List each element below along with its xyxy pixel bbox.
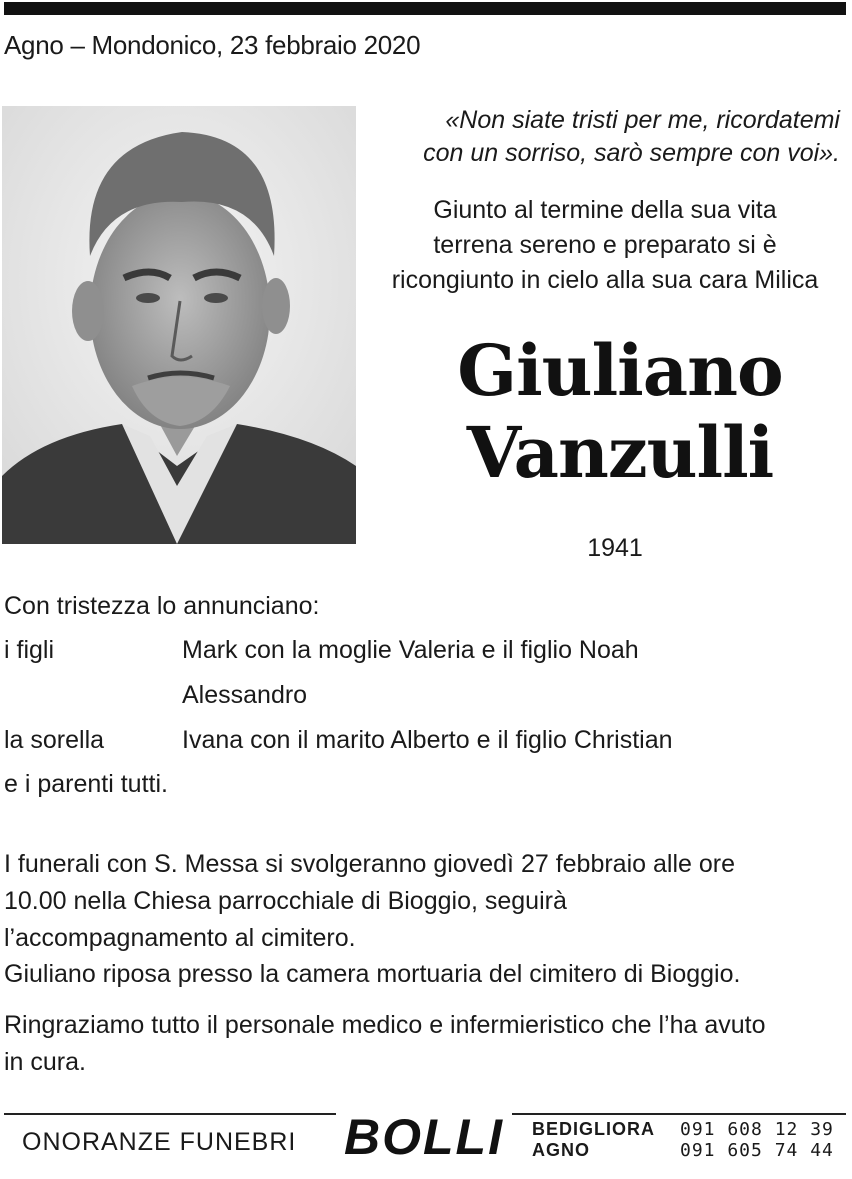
quote-line: con un sorriso, sarò sempre con voi».	[423, 139, 840, 167]
top-rule	[4, 2, 846, 15]
announcement-intro: Con tristezza lo annunciano:	[4, 592, 320, 620]
thanks-line: in cura.	[4, 1048, 86, 1076]
branch-phone: 091 608 12 39	[680, 1119, 834, 1140]
quote-line: «Non siate tristi per me, ricordatemi	[445, 106, 840, 134]
deceased-name	[400, 330, 840, 494]
relative-label: la sorella	[4, 726, 105, 754]
thanks-line: Ringraziamo tutto il personale medico e infermieristico che l’ha avuto	[4, 1011, 766, 1039]
relative-names: Alessandro	[182, 681, 308, 709]
portrait-photo	[2, 106, 356, 544]
relative-names: Mark con la moglie Valeria e il figlio Noah	[182, 636, 639, 664]
relative-names: Ivana con il marito Alberto e il figlio Christian	[182, 726, 673, 754]
location-date: Agno – Mondonico, 23 febbraio 2020	[4, 30, 421, 60]
relatives-closing: e i parenti tutti.	[4, 770, 168, 798]
intro-line: terrena sereno e preparato si è	[433, 231, 777, 259]
memorial-quote	[370, 104, 840, 170]
resting-place: Giuliano riposa presso la camera mortuaria del cimitero di Bioggio.	[4, 960, 741, 988]
funeral-line: I funerali con S. Messa si svolgeranno giovedì 27 febbraio alle ore	[4, 850, 735, 878]
intro-line: ricongiunto in cielo alla sua cara Milica	[391, 266, 819, 294]
last-name: Vanzulli	[466, 411, 774, 494]
intro-text	[372, 193, 838, 298]
relative-label: i figli	[4, 636, 55, 664]
footer-rule-left	[4, 1113, 336, 1115]
intro-line: Giunto al termine della sua vita	[433, 196, 777, 224]
footer-rule-right	[512, 1113, 846, 1115]
branch-phone: 091 605 74 44	[680, 1140, 834, 1161]
agency-name: BOLLI	[344, 1109, 504, 1165]
first-name: Giuliano	[457, 329, 783, 412]
branch-town: BEDIGLIORA	[532, 1119, 656, 1139]
agency-type: ONORANZE FUNEBRI	[22, 1128, 297, 1156]
thanks-text	[4, 1007, 844, 1081]
birth-year: 1941	[587, 534, 643, 562]
funeral-line: 10.00 nella Chiesa parrocchiale di Bioggio, seguirà	[4, 887, 567, 915]
funeral-info	[4, 846, 804, 957]
branch-town: AGNO	[532, 1140, 590, 1160]
funeral-line: l’accompagnamento al cimitero.	[4, 924, 356, 952]
